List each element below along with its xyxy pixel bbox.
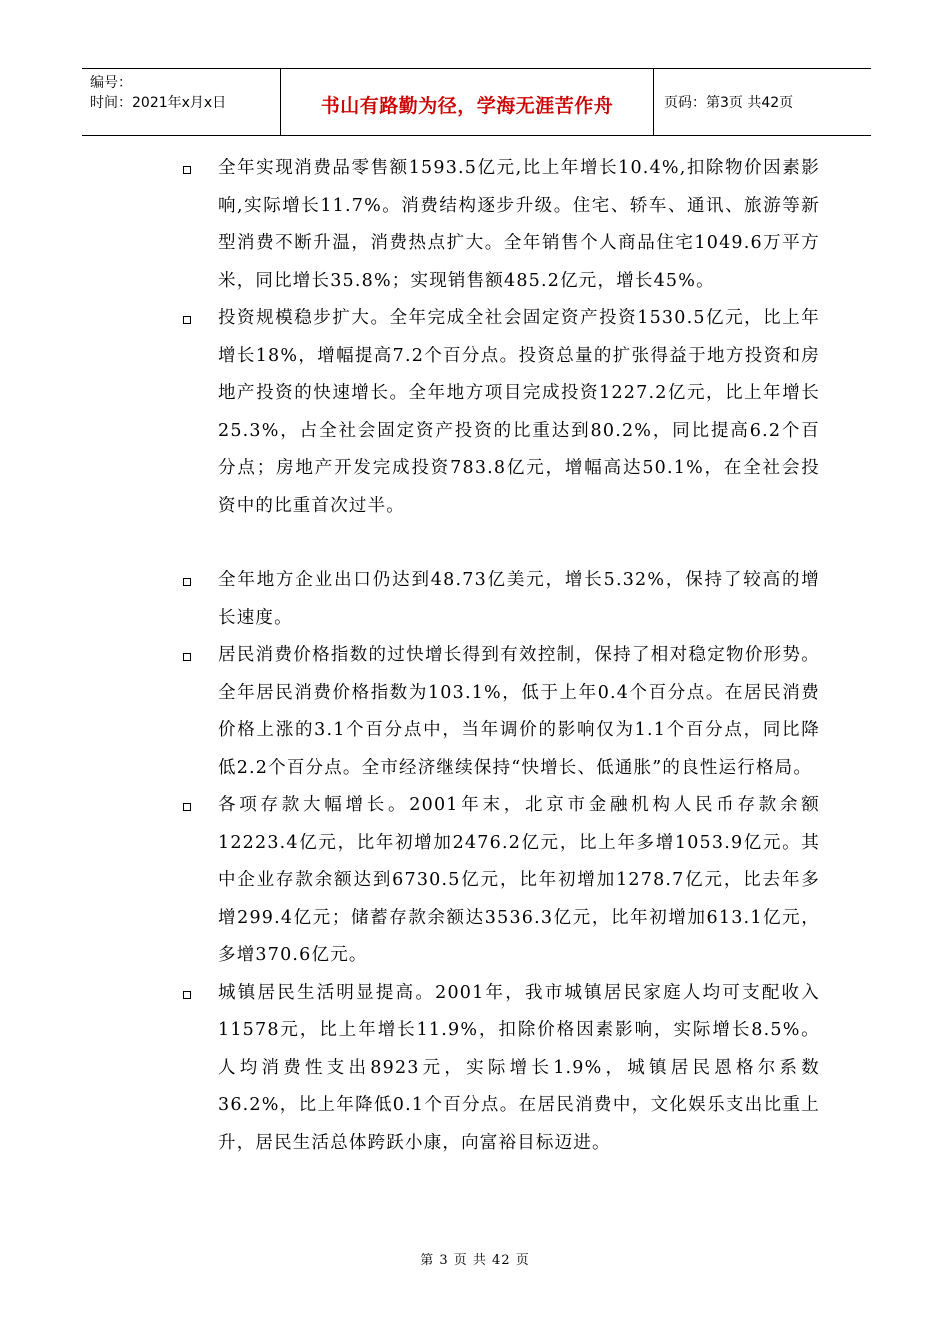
document-number-label: 编号：	[90, 75, 132, 91]
paragraph-text: 全年实现消费品零售额1593.5亿元,比上年增长10.4%,扣除物价因素影响,实际增长11.7%。消费结构逐步升级。住宅、轿车、通讯、旅游等新型消费不断升温，消费热点扩大。全年销售个人商品住宅1049.6万平方米，同比增长35.8%；实现销售额485.2亿元，增长45%。	[218, 158, 820, 291]
square-bullet-icon	[183, 316, 191, 324]
document-date-label: 时间：2021年x月x日	[90, 95, 227, 111]
page-header	[82, 68, 871, 136]
paragraph-text: 全年地方企业出口仍达到48.73亿美元，增长5.32%，保持了较高的增长速度。	[218, 570, 820, 628]
bullet-paragraph	[180, 562, 820, 637]
page-footer	[0, 1249, 950, 1268]
bullet-paragraph	[180, 150, 820, 300]
square-bullet-icon	[183, 803, 191, 811]
header-page-number: 页码：第3页 共42页	[664, 95, 794, 111]
square-bullet-icon	[183, 991, 191, 999]
document-body	[180, 150, 820, 1162]
paragraph-text: 居民消费价格指数的过快增长得到有效控制，保持了相对稳定物价形势。全年居民消费价格指数为103.1%，低于上年0.4个百分点。在居民消费价格上涨的3.1个百分点中，当年调价的影响仅为1.1个百分点，同比降低2.2个百分点。全市经济继续保持“快增长、低通胀”的良性运行格局。	[218, 645, 820, 778]
bullet-paragraph	[180, 300, 820, 525]
square-bullet-icon	[183, 653, 191, 661]
bullet-paragraph	[180, 637, 820, 787]
header-meta	[82, 69, 281, 135]
square-bullet-icon	[183, 166, 191, 174]
header-motto-cell	[281, 69, 654, 135]
bullet-paragraph	[180, 787, 820, 975]
header-page-cell	[654, 69, 871, 135]
footer-page-number: 第 3 页 共 42 页	[420, 1253, 530, 1268]
paragraph-text: 投资规模稳步扩大。全年完成全社会固定资产投资1530.5亿元，比上年增长18%，增幅提高7.2个百分点。投资总量的扩张得益于地方投资和房地产投资的快速增长。全年地方项目完成投资1227.2亿元，比上年增长25.3%，占全社会固定资产投资的比重达到80.2%，同比提高6.2个百分点；房地产开发完成投资783.8亿元，增幅高达50.1%，在全社会投资中的比重首次过半。	[218, 308, 820, 516]
paragraph-text: 城镇居民生活明显提高。2001年，我市城镇居民家庭人均可支配收入11578元，比上年增长11.9%，扣除价格因素影响，实际增长8.5%。人均消费性支出8923元，实际增长1.9%，城镇居民恩格尔系数36.2%，比上年降低0.1个百分点。在居民消费中，文化娱乐支出比重上升，居民生活总体跨跃小康，向富裕目标迈进。	[218, 982, 821, 1153]
header-motto: 书山有路勤为径，学海无涯苦作舟	[320, 94, 614, 117]
square-bullet-icon	[183, 578, 191, 586]
bullet-paragraph	[180, 975, 820, 1163]
paragraph-text: 各项存款大幅增长。2001年末，北京市金融机构人民币存款余额12223.4亿元，比年初增加2476.2亿元，比上年多增1053.9亿元。其中企业存款余额达到6730.5亿元，比年初增加1278.7亿元，比去年多增299.4亿元；储蓄存款余额达3536.3亿元，比年初增加613.1亿元，多增370.6亿元。	[218, 795, 820, 965]
